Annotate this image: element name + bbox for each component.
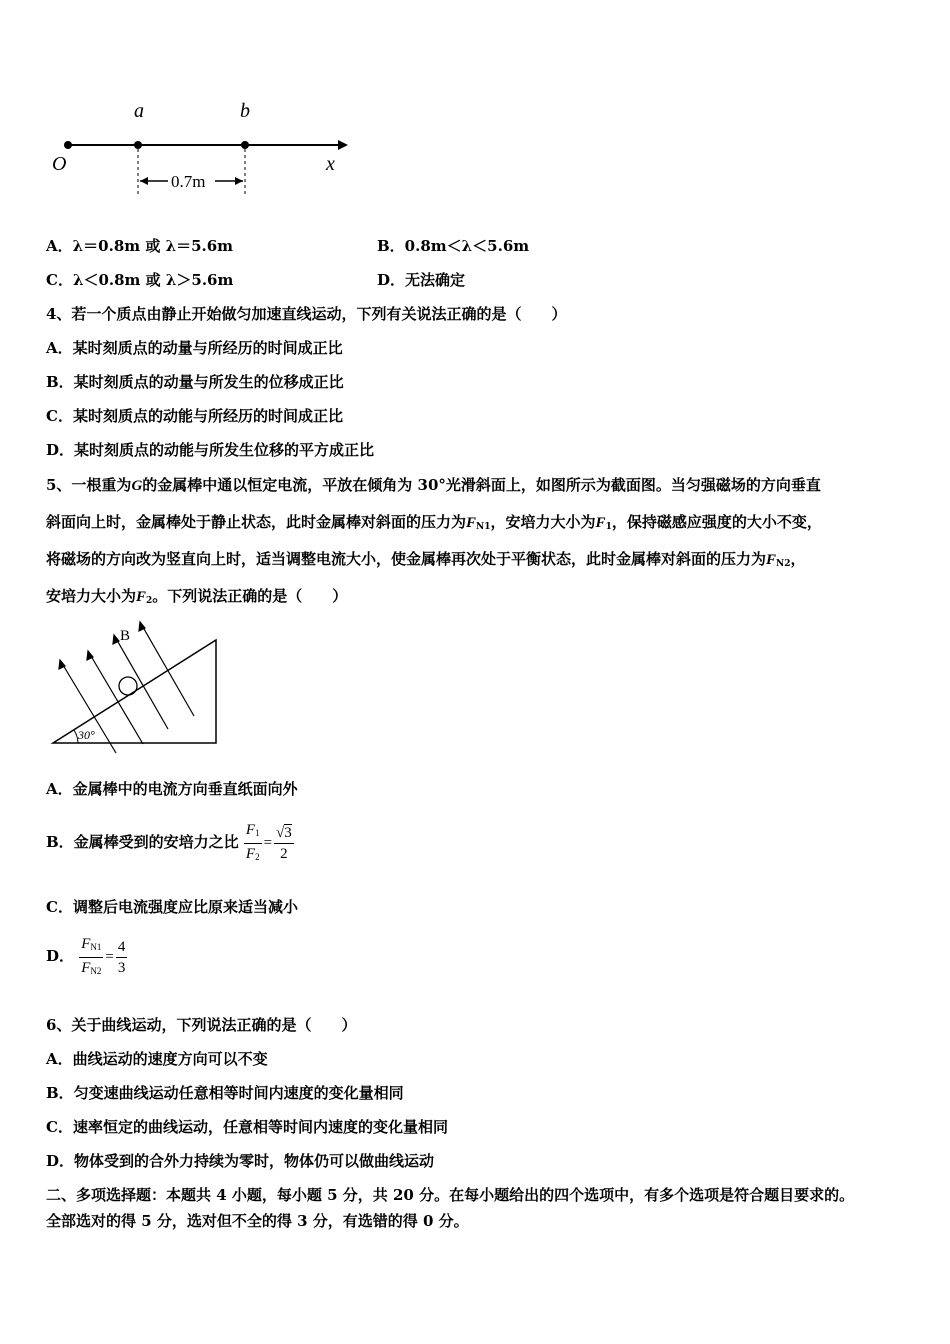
label-b: b: [240, 100, 250, 122]
q4-option-d: D．某时刻质点的动能与所发生位移的平方成正比: [46, 441, 375, 459]
q3-option-c: C．λ＜0.8m 或 λ＞5.6m: [46, 271, 234, 289]
number-line-figure: [40, 95, 360, 205]
q5-stem-line-3: 将磁场的方向改为竖直向上时，适当调整电流大小，使金属棒再次处于平衡状态，此时金属棒对斜面的压力为$F_{N2}$，: [46, 550, 806, 569]
q6-option-b: B．匀变速曲线运动任意相等时间内速度的变化量相同: [46, 1084, 404, 1102]
q3-option-d: D．无法确定: [377, 271, 466, 289]
q3-option-a: A．λ＝0.8m 或 λ＝5.6m: [46, 237, 234, 255]
q6-option-c: C．速率恒定的曲线运动，任意相等时间内速度的变化量相同: [46, 1118, 448, 1136]
point-a: [134, 141, 142, 149]
q6-option-a: A．曲线运动的速度方向可以不变: [46, 1050, 268, 1068]
label-O: O: [52, 153, 67, 175]
q5-option-c: C．调整后电流强度应比原来适当减小: [46, 898, 298, 916]
q4-option-a: A．某时刻质点的动量与所经历的时间成正比: [46, 339, 343, 357]
q5-stem-line-4: 安培力大小为$F_2$。下列说法正确的是（ ）: [46, 587, 348, 606]
field-label-B: B: [120, 628, 131, 644]
distance-label: 0.7m: [171, 172, 206, 191]
q4-option-c: C．某时刻质点的动能与所经历的时间成正比: [46, 407, 343, 425]
section2-heading-line-1: 二、多项选择题：本题共 4 小题，每小题 5 分，共 20 分。在每小题给出的四个选项中，有多个选项是符合题目要求的。: [46, 1186, 855, 1204]
fraction-sqrt3-2: $\frac{√3}{2}$: [276, 824, 292, 862]
point-b: [241, 141, 249, 149]
metal-rod: [119, 677, 137, 695]
label-x: x: [326, 153, 335, 175]
q5-option-b: B．金属棒受到的安培力之比 $\frac{F_1}{F_2}$ = $\frac{√3}{2}$: [46, 816, 294, 869]
incline-figure: [48, 618, 223, 756]
fraction-4-3: $\frac{4}{3}$: [117, 938, 126, 976]
q6-stem: 6、关于曲线运动，下列说法正确的是（ ）: [46, 1016, 357, 1034]
fraction-fn1-fn2: $\frac{F_{N1}}{F_{N2}}$: [81, 935, 102, 976]
label-a: a: [134, 100, 144, 122]
fraction-f1-f2: $\frac{F_1}{F_2}$: [245, 821, 260, 862]
q5-stem-line-1: 5、一根重为G的金属棒中通以恒定电流，平放在倾角为 30°光滑斜面上，如图所示为截面图。当匀强磁场的方向垂直: [46, 476, 821, 494]
q4-option-b: B．某时刻质点的动量与所发生的位移成正比: [46, 373, 344, 391]
q4-stem: 4、若一个质点由静止开始做匀加速直线运动，下列有关说法正确的是（ ）: [46, 305, 567, 323]
point-O: [64, 141, 72, 149]
section2-heading-line-2: 全部选对的得 5 分，选对但不全的得 3 分，有选错的得 0 分。: [46, 1212, 469, 1230]
q5-stem-line-2: 斜面向上时，金属棒处于静止状态，此时金属棒对斜面的压力为$F_{N1}$，安培力大小为$F_1$，保持磁感应强度的大小不变，: [46, 513, 822, 532]
q6-option-d: D．物体受到的合外力持续为零时，物体仍可以做曲线运动: [46, 1152, 435, 1170]
angle-label: 30°: [78, 728, 95, 742]
q5-option-d: D． $\frac{F_{N1}}{F_{N2}}$ = $\frac{4}{3}$: [46, 930, 127, 983]
q5-option-a: A．金属棒中的电流方向垂直纸面向外: [46, 780, 298, 798]
q3-option-b: B．0.8m＜λ＜5.6m: [377, 237, 530, 255]
